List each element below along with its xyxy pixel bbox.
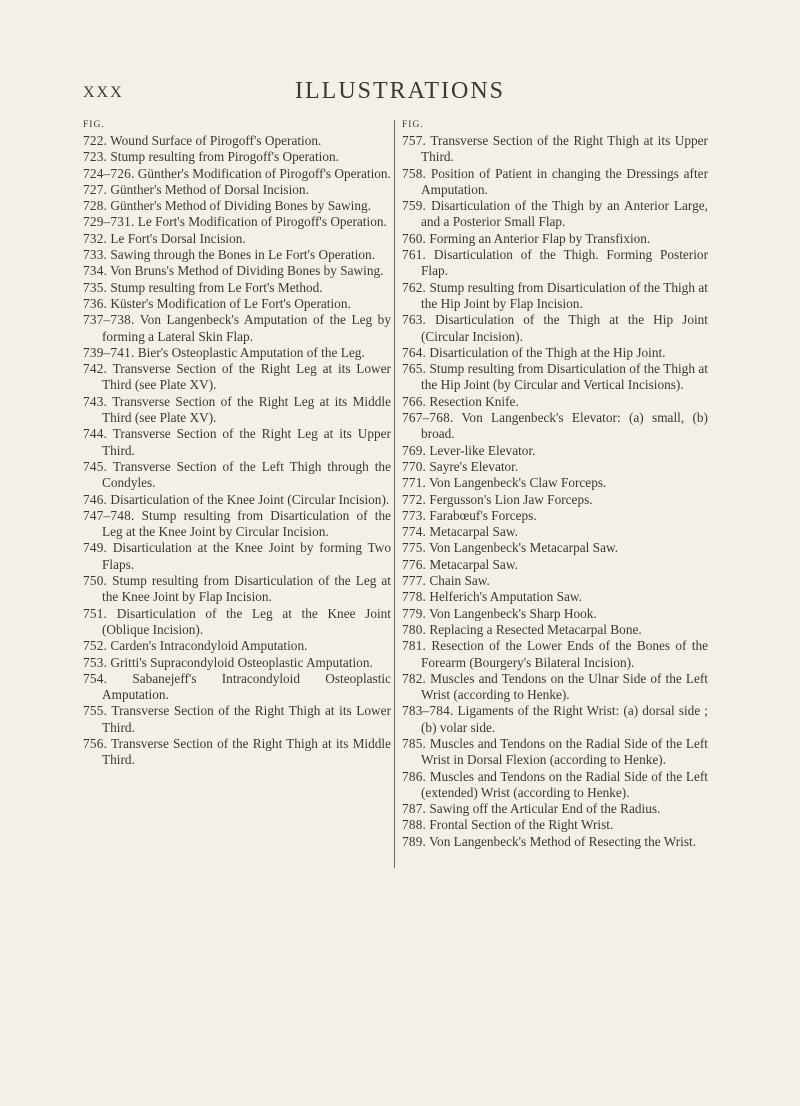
figure-entry bbox=[402, 394, 708, 410]
figure-caption: Stump resulting from Disarticulation of the Thigh at the Hip Joint (by Circular and Vertical Incisions). bbox=[421, 361, 708, 393]
figure-caption: Günther's Modification of Pirogoff's Operation. bbox=[137, 165, 391, 181]
figure-entry bbox=[83, 263, 391, 279]
left-column bbox=[83, 120, 391, 769]
figure-entry bbox=[83, 736, 391, 769]
figure-entry bbox=[402, 345, 708, 361]
figure-caption: Disarticulation of the Thigh at the Hip Joint (Circular Incision). bbox=[421, 312, 709, 344]
figure-entry bbox=[83, 231, 391, 247]
figure-number: 745. bbox=[83, 458, 108, 474]
figure-number: 757. bbox=[402, 133, 427, 148]
figure-caption: Disarticulation of the Thigh by an Anterior Large, and a Posterior Small Flap. bbox=[421, 198, 708, 230]
figure-entry bbox=[402, 671, 708, 704]
figure-entry bbox=[402, 573, 708, 589]
figure-entry bbox=[402, 540, 708, 556]
figure-number: 723. bbox=[83, 149, 108, 165]
figure-number: 754. bbox=[83, 670, 108, 686]
figure-caption: Le Fort's Modification of Pirogoff's Operation. bbox=[137, 214, 387, 230]
figure-entry bbox=[83, 247, 391, 263]
figure-caption: Frontal Section of the Right Wrist. bbox=[429, 817, 614, 833]
figure-entry bbox=[83, 149, 391, 165]
figure-number: 775. bbox=[402, 540, 427, 556]
figure-entry bbox=[83, 703, 391, 736]
figure-number: 752. bbox=[83, 638, 108, 654]
figure-caption: Transverse Section of the Right Leg at its Middle Third (see Plate XV). bbox=[102, 393, 391, 426]
figure-caption: Bier's Osteoplastic Amputation of the Leg. bbox=[137, 344, 365, 360]
figure-number: 773. bbox=[402, 507, 427, 523]
figure-entry bbox=[402, 475, 708, 491]
figure-caption: Sabanejeff's Intracondyloid Osteoplastic Amputation. bbox=[102, 670, 392, 703]
figure-caption: Disarticulation at the Knee Joint by forming Two Flaps. bbox=[102, 540, 392, 572]
figure-number: 771. bbox=[402, 475, 427, 491]
figure-number: 789. bbox=[402, 833, 427, 849]
figure-caption: Wound Surface of Pirogoff's Operation. bbox=[110, 133, 322, 148]
figure-entry bbox=[83, 345, 391, 361]
figure-caption: Transverse Section of the Left Thigh through the Condyles. bbox=[102, 458, 391, 491]
figure-caption: Von Langenbeck's Amputation of the Leg by forming a Lateral Skin Flap. bbox=[102, 312, 391, 344]
figure-number: 776. bbox=[402, 556, 427, 572]
figure-caption: Disarticulation of the Knee Joint (Circular Incision). bbox=[110, 491, 390, 507]
figure-caption: Von Langenbeck's Sharp Hook. bbox=[429, 605, 597, 621]
figure-number: 777. bbox=[402, 573, 427, 589]
page-header bbox=[0, 78, 800, 108]
figure-number: 783–784. bbox=[402, 703, 454, 719]
figure-caption: Disarticulation of the Thigh. Forming Posterior Flap. bbox=[421, 247, 708, 279]
figure-number: 787. bbox=[402, 801, 427, 817]
figure-caption: Sawing through the Bones in Le Fort's Operation. bbox=[110, 247, 376, 263]
figure-caption: Stump resulting from Le Fort's Method. bbox=[110, 279, 323, 295]
figure-caption: Carden's Intracondyloid Amputation. bbox=[110, 638, 308, 654]
figure-caption: Muscles and Tendons on the Radial Side of the Left (extended) Wrist (according to Henke). bbox=[421, 768, 709, 800]
figure-entry bbox=[402, 638, 708, 671]
figure-entry bbox=[402, 198, 708, 231]
figure-caption: Transverse Section of the Right Leg at its Upper Third. bbox=[102, 426, 391, 458]
figure-number: 762. bbox=[402, 279, 427, 295]
figure-entry bbox=[402, 280, 708, 313]
figure-number: 788. bbox=[402, 817, 427, 833]
figure-number: 750. bbox=[83, 573, 108, 589]
figure-number: 722. bbox=[83, 133, 108, 148]
figure-number: 729–731. bbox=[83, 214, 135, 230]
figure-number: 743. bbox=[83, 393, 108, 409]
figure-caption: Disarticulation of the Thigh at the Hip Joint. bbox=[429, 344, 666, 360]
figure-number: 759. bbox=[402, 198, 427, 214]
figure-number: 766. bbox=[402, 393, 427, 409]
figure-caption: Chain Saw. bbox=[429, 573, 490, 589]
figure-entry bbox=[83, 540, 391, 573]
figure-number: 735. bbox=[83, 279, 108, 295]
figure-caption: Metacarpal Saw. bbox=[429, 556, 518, 572]
figure-number: 756. bbox=[83, 735, 108, 751]
figure-list-left bbox=[83, 133, 391, 769]
figure-caption: Von Langenbeck's Claw Forceps. bbox=[429, 475, 607, 491]
figure-entry bbox=[83, 459, 391, 492]
figure-caption: Disarticulation of the Leg at the Knee Joint (Oblique Incision). bbox=[102, 605, 392, 637]
figure-caption: Günther's Method of Dividing Bones by Sawing. bbox=[110, 198, 371, 214]
figure-caption: Küster's Modification of Le Fort's Operation. bbox=[110, 295, 351, 311]
figure-entry bbox=[83, 606, 391, 639]
figure-entry bbox=[402, 622, 708, 638]
figure-list-right bbox=[402, 133, 708, 850]
figure-entry bbox=[402, 769, 708, 802]
figure-caption: Transverse Section of the Right Thigh at its Upper Third. bbox=[421, 133, 708, 165]
figure-entry bbox=[402, 817, 708, 833]
figure-number: 751. bbox=[83, 605, 108, 621]
figure-entry bbox=[83, 638, 391, 654]
figure-number: 780. bbox=[402, 621, 427, 637]
figure-entry bbox=[83, 296, 391, 312]
figure-caption: Fergusson's Lion Jaw Forceps. bbox=[429, 491, 593, 507]
figure-number: 769. bbox=[402, 442, 427, 458]
figure-caption: Ligaments of the Right Wrist: (a) dorsal side ; (b) volar side. bbox=[421, 703, 708, 735]
figure-number: 727. bbox=[83, 181, 108, 197]
column-divider bbox=[394, 120, 395, 868]
figure-number: 732. bbox=[83, 230, 108, 246]
figure-caption: Stump resulting from Pirogoff's Operation. bbox=[110, 149, 339, 165]
figure-caption: Helferich's Amputation Saw. bbox=[429, 589, 582, 605]
figure-number: 736. bbox=[83, 295, 108, 311]
figure-caption: Günther's Method of Dorsal Incision. bbox=[110, 181, 309, 197]
figure-entry bbox=[83, 573, 391, 606]
figure-caption: Von Langenbeck's Method of Resecting the Wrist. bbox=[429, 833, 697, 849]
figure-entry bbox=[83, 280, 391, 296]
right-column bbox=[402, 120, 708, 850]
figure-caption: Metacarpal Saw. bbox=[429, 524, 518, 540]
figure-caption: Stump resulting from Disarticulation of the Leg at the Knee Joint by Circular Incision. bbox=[102, 507, 391, 540]
figure-caption: Le Fort's Dorsal Incision. bbox=[110, 230, 246, 246]
figure-caption: Muscles and Tendons on the Radial Side of the Left Wrist in Dorsal Flexion (according to Henke). bbox=[421, 735, 709, 768]
figure-number: 728. bbox=[83, 198, 108, 214]
figure-caption: Transverse Section of the Right Leg at its Lower Third (see Plate XV). bbox=[102, 361, 391, 393]
figure-caption: Lever-like Elevator. bbox=[429, 442, 536, 458]
figure-entry bbox=[83, 671, 391, 704]
figure-number: 724–726. bbox=[83, 165, 135, 181]
figure-number: 763. bbox=[402, 312, 427, 328]
figure-entry bbox=[402, 361, 708, 394]
figure-entry bbox=[83, 508, 391, 541]
figure-entry bbox=[83, 394, 391, 427]
figure-caption: Forming an Anterior Flap by Transfixion. bbox=[429, 230, 651, 246]
figure-number: 778. bbox=[402, 589, 427, 605]
figure-entry bbox=[402, 589, 708, 605]
figure-caption: Stump resulting from Disarticulation of the Thigh at the Hip Joint by Flap Incision. bbox=[421, 279, 708, 311]
figure-number: 772. bbox=[402, 491, 427, 507]
figure-entry bbox=[83, 133, 391, 149]
figure-caption: Von Langenbeck's Metacarpal Saw. bbox=[429, 540, 619, 556]
figure-entry bbox=[83, 312, 391, 345]
figure-entry bbox=[402, 524, 708, 540]
figure-entry bbox=[83, 426, 391, 459]
figure-number: 737–738. bbox=[83, 312, 135, 328]
figure-caption: Resection Knife. bbox=[429, 393, 519, 409]
figure-entry bbox=[83, 198, 391, 214]
running-title: ILLUSTRATIONS bbox=[295, 78, 505, 104]
figure-entry bbox=[402, 459, 708, 475]
figure-number: 764. bbox=[402, 344, 427, 360]
figure-number: 739–741. bbox=[83, 344, 135, 360]
fig-label: FIG. bbox=[83, 120, 105, 130]
figure-entry bbox=[402, 801, 708, 817]
figure-number: 755. bbox=[83, 703, 108, 719]
figure-entry bbox=[402, 410, 708, 443]
figure-entry bbox=[402, 736, 708, 769]
figure-entry bbox=[402, 247, 708, 280]
figure-entry bbox=[402, 133, 708, 166]
figure-entry bbox=[402, 492, 708, 508]
figure-number: 765. bbox=[402, 361, 427, 377]
figure-caption: Replacing a Resected Metacarpal Bone. bbox=[429, 621, 642, 637]
page-number: XXX bbox=[83, 84, 124, 101]
figure-entry bbox=[402, 508, 708, 524]
figure-caption: Transverse Section of the Right Thigh at its Middle Third. bbox=[102, 735, 391, 768]
figure-caption: Von Bruns's Method of Dividing Bones by Sawing. bbox=[110, 263, 384, 279]
figure-entry bbox=[402, 703, 708, 736]
figure-number: 761. bbox=[402, 247, 427, 263]
figure-caption: Gritti's Supracondyloid Osteoplastic Amputation. bbox=[110, 654, 373, 670]
figure-number: 733. bbox=[83, 247, 108, 263]
figure-caption: Transverse Section of the Right Thigh at its Lower Third. bbox=[102, 703, 391, 735]
figure-caption: Stump resulting from Disarticulation of the Leg at the Knee Joint by Flap Incision. bbox=[102, 573, 391, 605]
figure-entry bbox=[83, 492, 391, 508]
figure-entry bbox=[402, 557, 708, 573]
figure-number: 774. bbox=[402, 524, 427, 540]
figure-number: 753. bbox=[83, 654, 108, 670]
figure-number: 767–768. bbox=[402, 410, 454, 426]
figure-number: 742. bbox=[83, 361, 108, 377]
figure-caption: Sawing off the Articular End of the Radius. bbox=[429, 801, 661, 817]
figure-number: 749. bbox=[83, 540, 108, 556]
figure-number: 758. bbox=[402, 165, 427, 181]
figure-number: 786. bbox=[402, 768, 427, 784]
figure-entry bbox=[83, 214, 391, 230]
figure-entry bbox=[402, 443, 708, 459]
figure-entry bbox=[402, 231, 708, 247]
figure-caption: Position of Patient in changing the Dressings after Amputation. bbox=[421, 165, 708, 197]
figure-caption: Von Langenbeck's Elevator: (a) small, (b) broad. bbox=[421, 410, 708, 442]
figure-number: 782. bbox=[402, 670, 427, 686]
figure-entry bbox=[83, 361, 391, 394]
figure-entry bbox=[83, 166, 391, 182]
figure-caption: Muscles and Tendons on the Ulnar Side of the Left Wrist (according to Henke). bbox=[421, 670, 709, 703]
figure-number: 785. bbox=[402, 735, 427, 751]
figure-number: 744. bbox=[83, 426, 108, 442]
figure-number: 734. bbox=[83, 263, 108, 279]
figure-entry bbox=[83, 182, 391, 198]
fig-label: FIG. bbox=[402, 120, 424, 130]
figure-entry bbox=[402, 606, 708, 622]
figure-number: 770. bbox=[402, 458, 427, 474]
figure-number: 781. bbox=[402, 638, 427, 654]
figure-number: 760. bbox=[402, 230, 427, 246]
figure-number: 746. bbox=[83, 491, 108, 507]
figure-number: 779. bbox=[402, 605, 427, 621]
figure-caption: Farabœuf's Forceps. bbox=[429, 507, 537, 523]
figure-entry bbox=[402, 834, 708, 850]
figure-entry bbox=[402, 166, 708, 199]
figure-caption: Resection of the Lower Ends of the Bones of the Forearm (Bourgery's Bilateral Incision). bbox=[421, 638, 709, 670]
figure-caption: Sayre's Elevator. bbox=[429, 458, 519, 474]
figure-entry bbox=[83, 655, 391, 671]
figure-number: 747–748. bbox=[83, 507, 135, 523]
figure-entry bbox=[402, 312, 708, 345]
